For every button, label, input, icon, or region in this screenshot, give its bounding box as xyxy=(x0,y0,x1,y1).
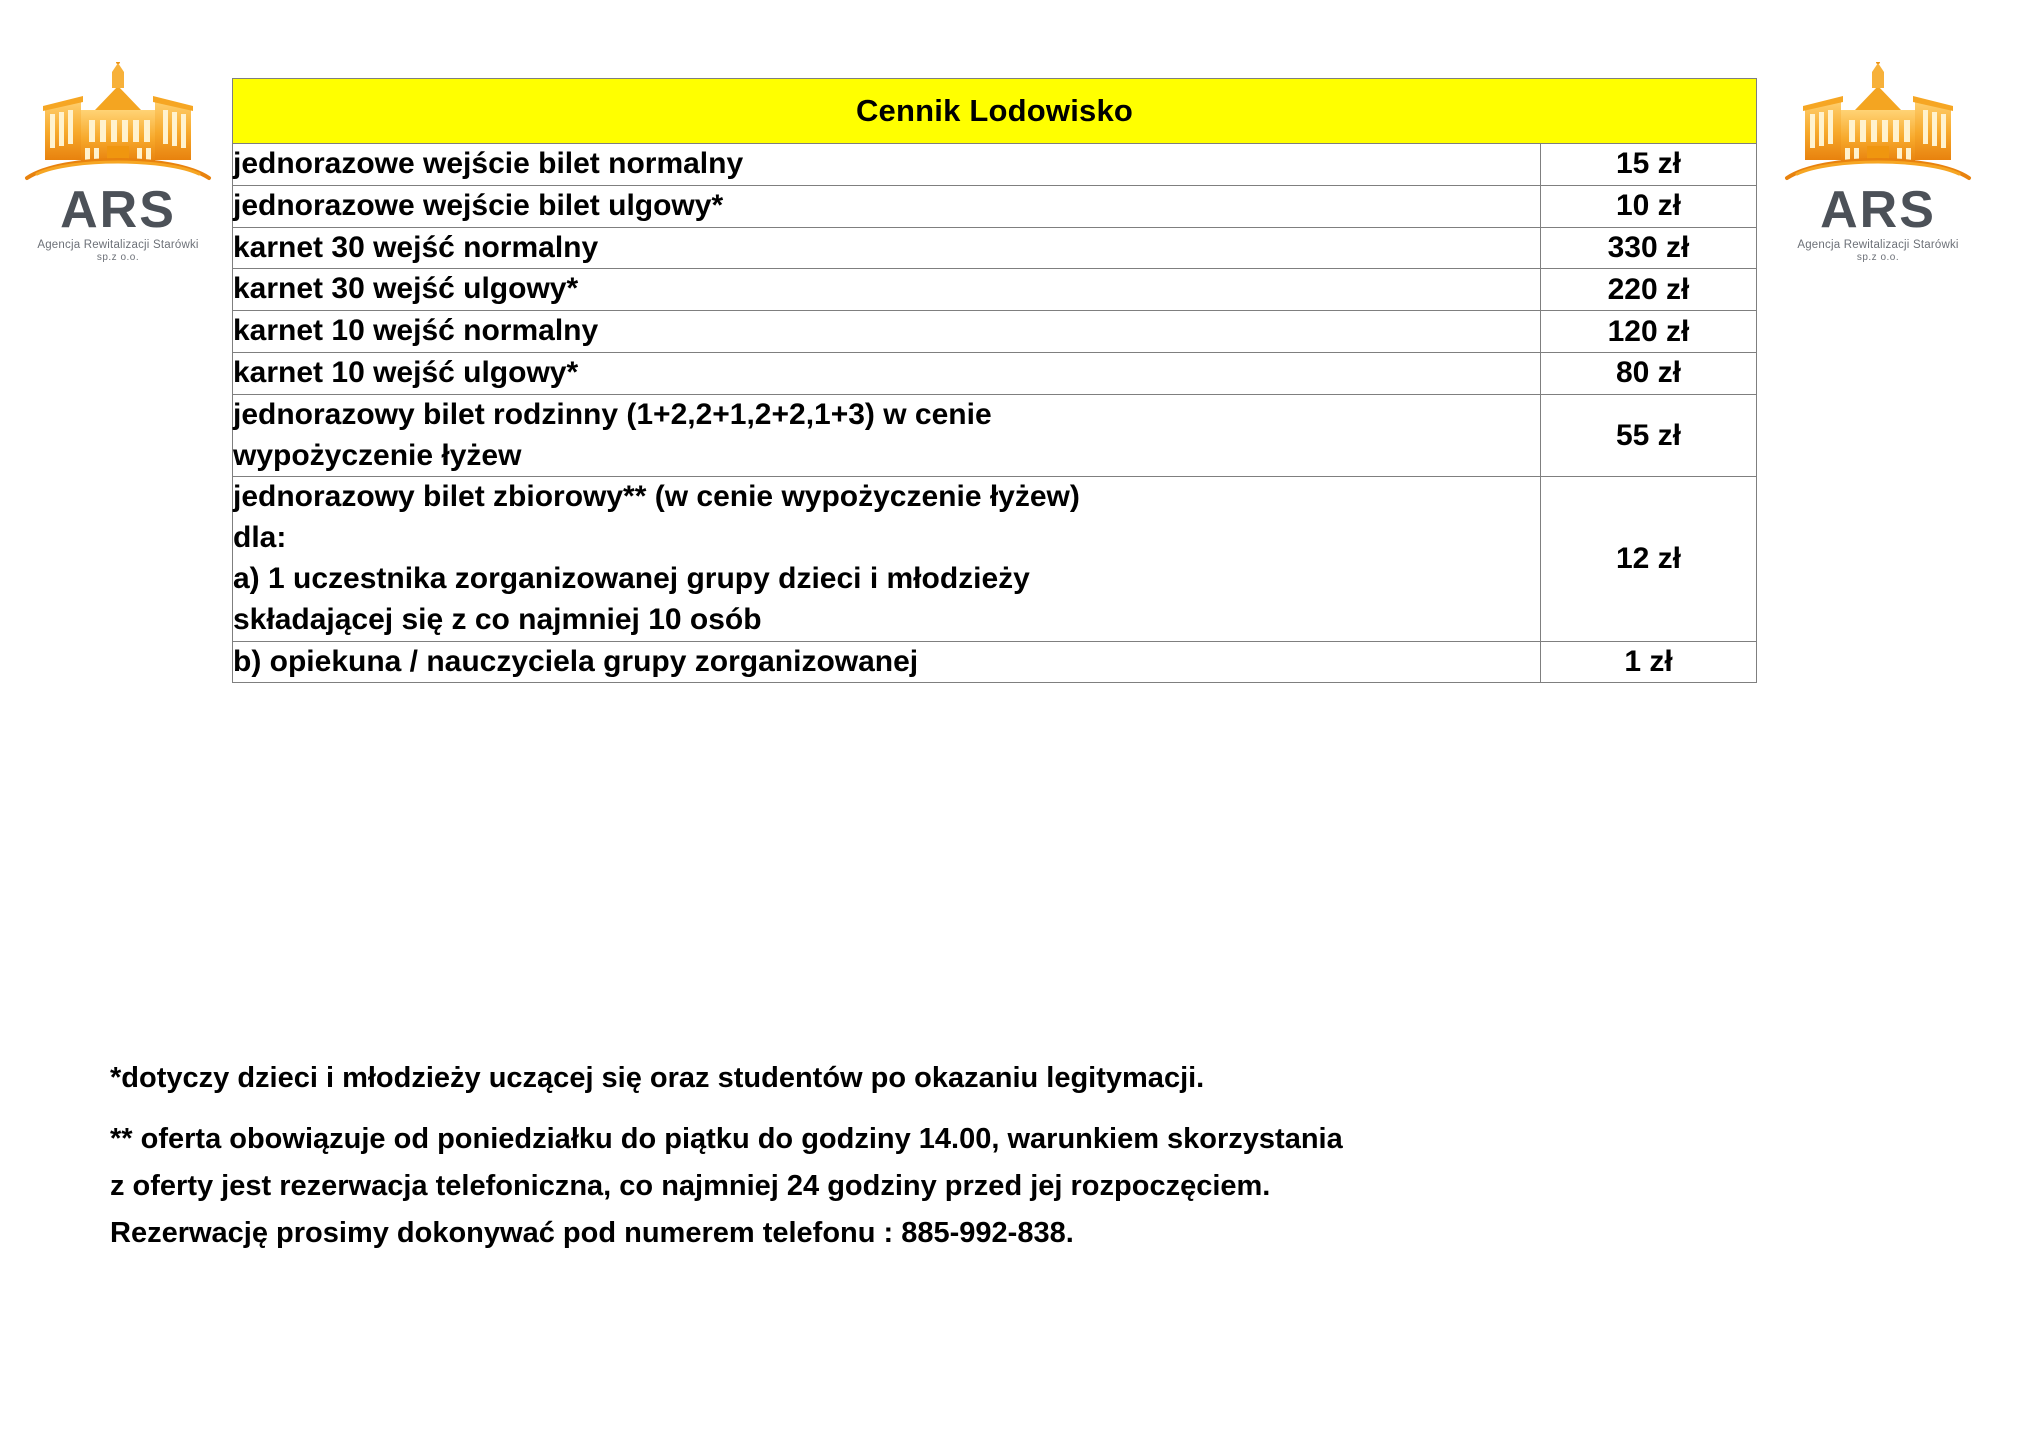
group-ticket-line-3: a) 1 uczestnika zorganizowanej grupy dzieci i młodzieży xyxy=(233,561,1030,595)
ticket-price: 220 zł xyxy=(1541,269,1757,311)
ticket-price: 15 zł xyxy=(1541,144,1757,186)
guardian-ticket-description: b) opiekuna / nauczyciela grupy zorganizowanej xyxy=(233,641,1541,683)
page-title: Cennik Lodowisko xyxy=(233,79,1757,144)
logo-wordmark: ARS xyxy=(60,181,176,239)
family-ticket-line-1: jednorazowy bilet rodzinny (1+2,2+1,2+2,1+3) w cenie xyxy=(233,397,992,431)
logo-left xyxy=(18,62,218,272)
ticket-description: karnet 10 wejść normalny xyxy=(233,311,1541,353)
guardian-ticket-price: 1 zł xyxy=(1541,641,1757,683)
footnote-single-asterisk: *dotyczy dzieci i młodzieży uczącej się oraz studentów po okazaniu legitymacji. xyxy=(110,1062,1205,1094)
table-row-family-ticket xyxy=(233,394,1757,477)
logo-wordmark: ARS xyxy=(1820,181,1936,239)
logo-tagline: Agencja Rewitalizacji Starówki xyxy=(37,239,199,251)
ars-building-logo-icon xyxy=(23,62,213,182)
group-ticket-description xyxy=(233,477,1541,641)
table-row xyxy=(233,311,1757,353)
ars-building-logo-icon xyxy=(1783,62,1973,182)
ticket-description: karnet 30 wejść ulgowy* xyxy=(233,269,1541,311)
family-ticket-description xyxy=(233,394,1541,477)
ticket-description: karnet 10 wejść ulgowy* xyxy=(233,352,1541,394)
price-list-table xyxy=(232,78,1757,683)
ticket-price: 120 zł xyxy=(1541,311,1757,353)
logo-right xyxy=(1778,62,1978,272)
table-row xyxy=(233,269,1757,311)
logo-legal-form: sp.z o.o. xyxy=(96,252,140,263)
family-ticket-price: 55 zł xyxy=(1541,394,1757,477)
table-row-group-ticket xyxy=(233,477,1757,641)
table-row xyxy=(233,227,1757,269)
family-ticket-line-2: wypożyczenie łyżew xyxy=(233,438,522,472)
ticket-description: karnet 30 wejść normalny xyxy=(233,227,1541,269)
ticket-description: jednorazowe wejście bilet normalny xyxy=(233,144,1541,186)
group-ticket-line-4: składającej się z co najmniej 10 osób xyxy=(233,602,762,636)
ticket-price: 330 zł xyxy=(1541,227,1757,269)
ticket-price: 10 zł xyxy=(1541,185,1757,227)
footnote-line-2: z oferty jest rezerwacja telefoniczna, co najmniej 24 godziny przed jej rozpoczęciem. xyxy=(110,1169,1271,1202)
table-row xyxy=(233,352,1757,394)
footnote-line-1: ** oferta obowiązuje od poniedziałku do piątku do godziny 14.00, warunkiem skorzystania xyxy=(110,1122,1343,1155)
logo-legal-form: sp.z o.o. xyxy=(1856,252,1900,263)
group-ticket-line-2: dla: xyxy=(233,521,287,555)
footnotes xyxy=(110,1055,1920,1257)
footnote-line-3-reservation-phone: Rezerwację prosimy dokonywać pod numerem telefonu : 885-992-838. xyxy=(110,1216,1074,1249)
table-row-guardian-ticket xyxy=(233,641,1757,683)
table-title-row xyxy=(233,79,1757,144)
logo-tagline: Agencja Rewitalizacji Starówki xyxy=(1797,239,1959,251)
ticket-price: 80 zł xyxy=(1541,352,1757,394)
ticket-description: jednorazowe wejście bilet ulgowy* xyxy=(233,185,1541,227)
table-row xyxy=(233,185,1757,227)
footnote-double-asterisk xyxy=(110,1116,1920,1257)
group-ticket-line-1: jednorazowy bilet zbiorowy** (w cenie wypożyczenie łyżew) xyxy=(233,480,1080,514)
group-ticket-price: 12 zł xyxy=(1541,477,1757,641)
table-row xyxy=(233,144,1757,186)
